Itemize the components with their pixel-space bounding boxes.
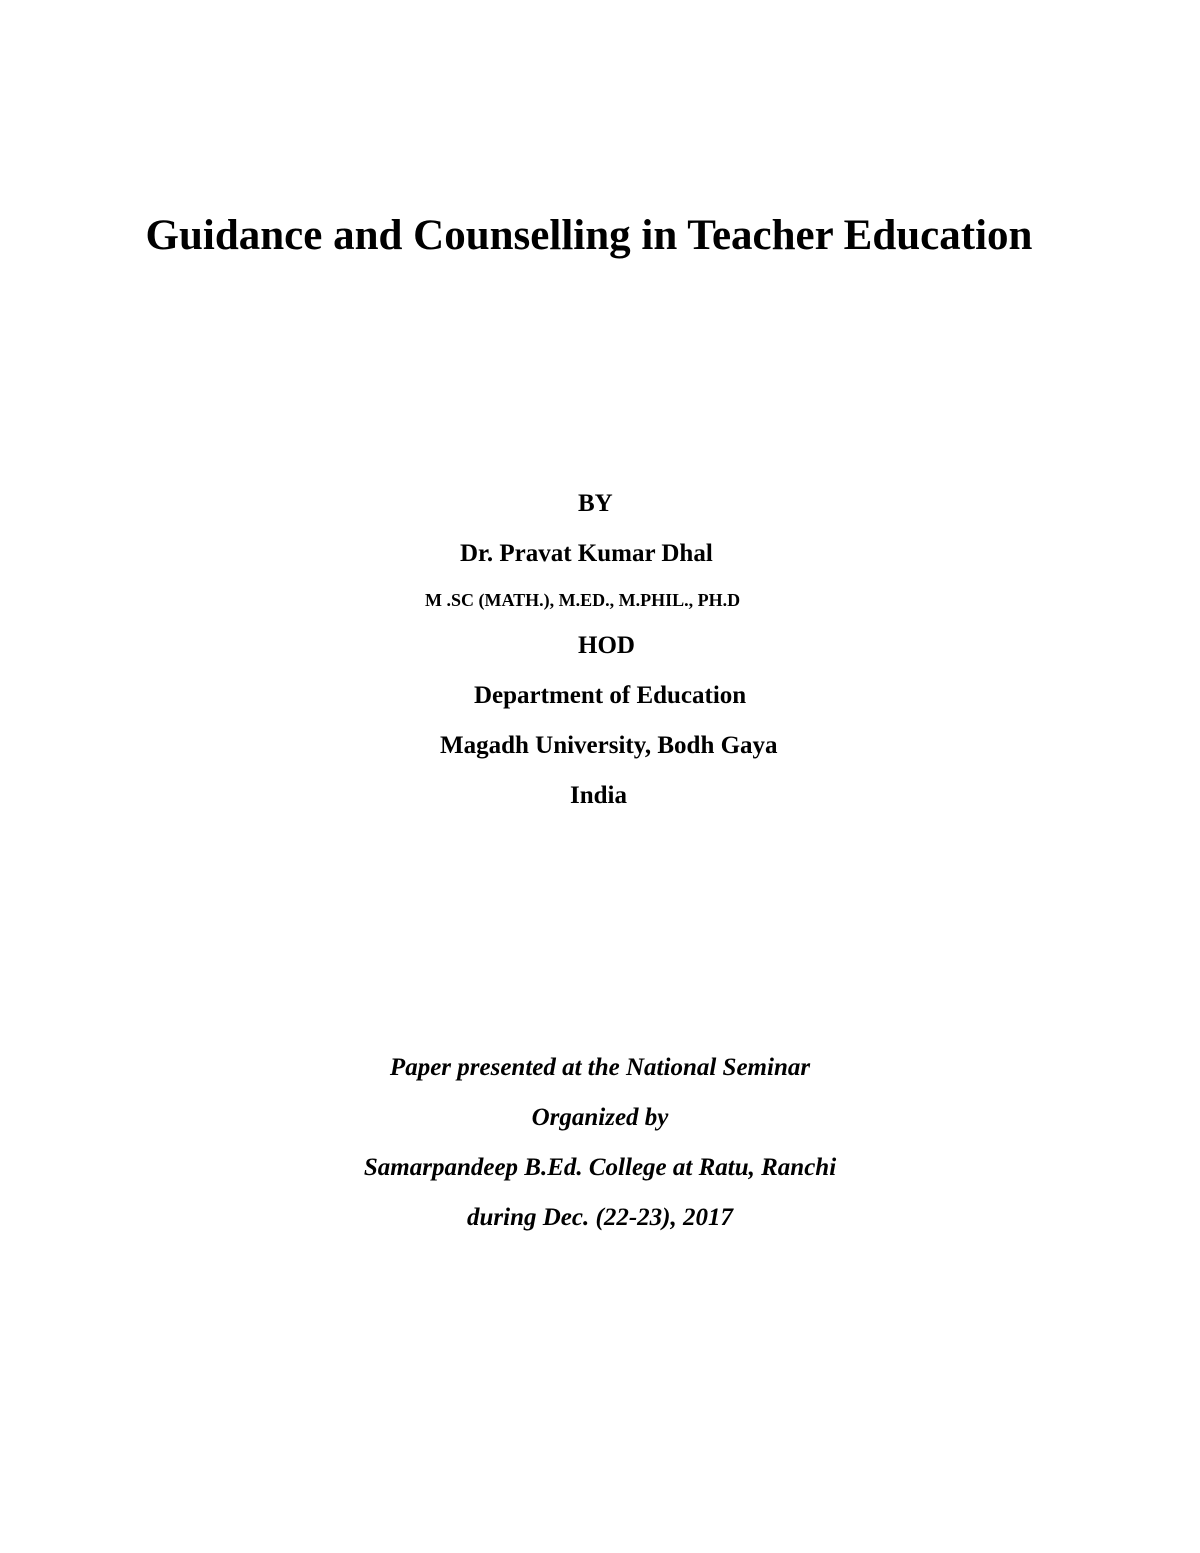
author-country: India [570, 782, 627, 809]
author-university: Magadh University, Bodh Gaya [440, 732, 778, 759]
author-name: Dr. Pravat Kumar Dhal [460, 540, 713, 567]
by-label: BY [578, 490, 613, 517]
seminar-line-organized: Organized by [531, 1104, 669, 1131]
seminar-line-college: Samarpandeep B.Ed. College at Ratu, Ranchi [363, 1154, 837, 1181]
paper-title: Guidance and Counselling in Teacher Education [145, 212, 1033, 259]
author-department: Department of Education [474, 682, 747, 709]
author-position: HOD [578, 632, 635, 659]
seminar-line-presented: Paper presented at the National Seminar [389, 1054, 811, 1081]
seminar-line-date: during Dec. (22-23), 2017 [467, 1204, 733, 1231]
author-degrees: M .SC (MATH.), M.ED., M.PHIL., PH.D [425, 590, 741, 610]
